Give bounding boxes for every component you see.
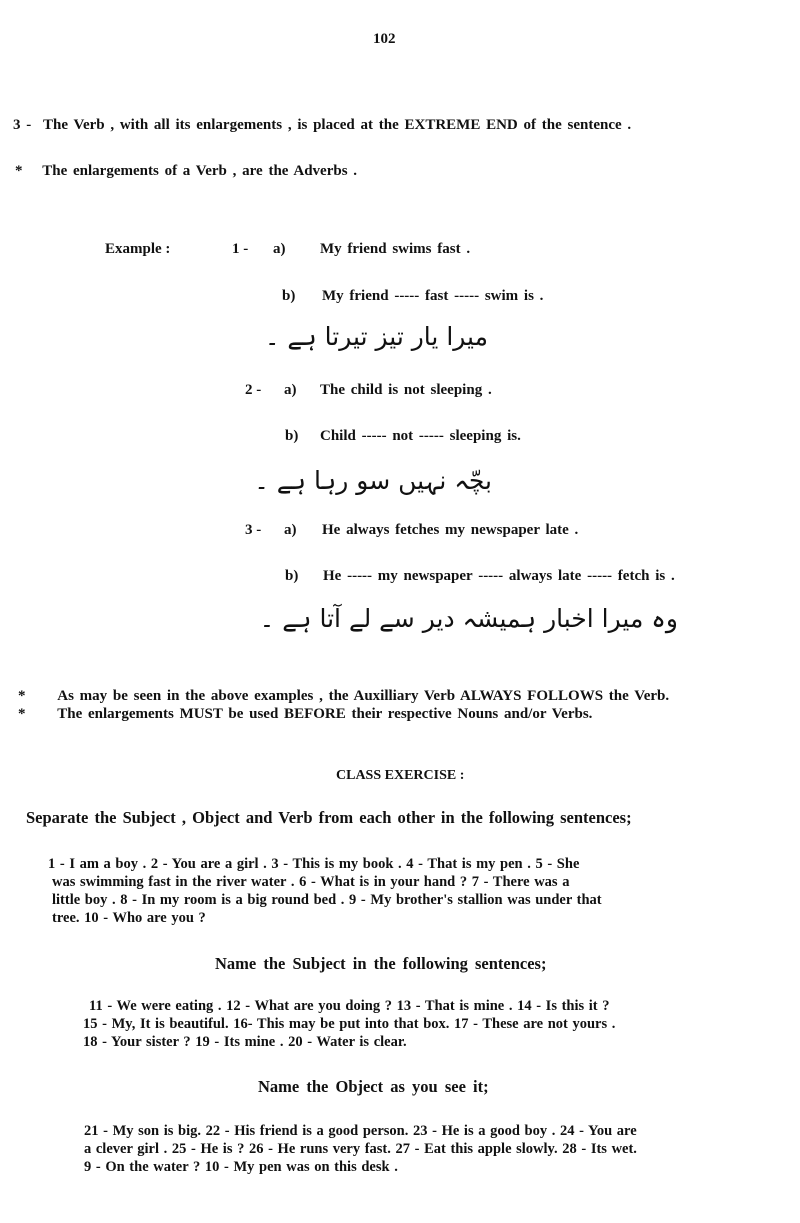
note-marker: * <box>18 688 26 704</box>
exercise-line: a clever girl . 25 - He is ? 26 - He runs very fast. 27 - Eat this apple slowly. 28 - Its wet. <box>84 1141 637 1157</box>
exercise-paragraph <box>84 1122 637 1176</box>
section-heading: Name the Subject in the following sentences; <box>215 954 547 973</box>
exercise-paragraph <box>83 997 615 1051</box>
note-text: The enlargements MUST be used BEFORE their respective Nouns and/or Verbs. <box>57 706 593 722</box>
example-urdu: وہ میرا اخبار ہمیشہ دیر سے لے آتا ہے ۔ <box>259 604 678 633</box>
example-urdu: بچّہ نہیں سو رہا ہے ۔ <box>254 466 492 495</box>
example-number: 1 - <box>232 241 249 257</box>
note-text: As may be seen in the above examples , the Auxilliary Verb ALWAYS FOLLOWS the Verb. <box>57 688 670 704</box>
exercise-line: was swimming fast in the river water . 6 - What is in your hand ? 7 - There was a <box>52 874 570 890</box>
example-b-label: b) <box>282 288 296 304</box>
exercise-line: 18 - Your sister ? 19 - Its mine . 20 - Water is clear. <box>83 1034 407 1050</box>
exercise-line: 1 - I am a boy . 2 - You are a girl . 3 - This is my book . 4 - That is my pen . 5 - She <box>48 856 580 872</box>
example-a-text: The child is not sleeping . <box>320 382 492 398</box>
example-a-label: a) <box>273 241 286 257</box>
example-a-label: a) <box>284 522 297 538</box>
example-number: 2 - <box>245 382 262 398</box>
example-b-label: b) <box>285 428 299 444</box>
example-label: Example : <box>105 241 171 257</box>
exercise-line: 9 - On the water ? 10 - My pen was on this desk . <box>84 1159 398 1175</box>
note-auxiliary <box>18 688 669 705</box>
example-urdu: میرا یار تیز تیرتا ہے ۔ <box>264 322 488 351</box>
exercise-line: little boy . 8 - In my room is a big round bed . 9 - My brother's stallion was under that <box>52 892 602 908</box>
note-enlargements <box>18 706 592 723</box>
exercise-line: 15 - My, It is beautiful. 16- This may be put into that box. 17 - These are not yours . <box>83 1016 616 1032</box>
example-b-text: He ----- my newspaper ----- always late ----- fetch is . <box>323 568 675 584</box>
note-adverbs <box>15 163 357 180</box>
section-heading: Separate the Subject , Object and Verb from each other in the following sentences; <box>26 808 632 827</box>
exercise-line: 21 - My son is big. 22 - His friend is a good person. 23 - He is a good boy . 24 - You are <box>84 1123 637 1139</box>
example-b-text: Child ----- not ----- sleeping is. <box>320 428 521 444</box>
page-number: 102 <box>373 31 396 47</box>
example-b-text: My friend ----- fast ----- swim is . <box>322 288 544 304</box>
exercise-line: tree. 10 - Who are you ? <box>52 910 206 926</box>
example-a-label: a) <box>284 382 297 398</box>
note-marker: * <box>18 706 26 722</box>
rule-number: 3 - <box>13 117 32 133</box>
example-number: 3 - <box>245 522 262 538</box>
section-heading: Name the Object as you see it; <box>258 1077 489 1096</box>
exercise-line: 11 - We were eating . 12 - What are you doing ? 13 - That is mine . 14 - Is this it ? <box>89 998 610 1014</box>
exercise-paragraph <box>48 855 602 927</box>
note-marker: * <box>15 163 23 179</box>
example-b-label: b) <box>285 568 299 584</box>
note-text: The enlargements of a Verb , are the Adverbs . <box>42 163 358 179</box>
rule-line <box>13 117 631 134</box>
example-a-text: My friend swims fast . <box>320 241 471 257</box>
rule-text: The Verb , with all its enlargements , is placed at the EXTREME END of the sentence . <box>43 117 632 133</box>
example-a-text: He always fetches my newspaper late . <box>322 522 579 538</box>
class-exercise-title: CLASS EXERCISE : <box>336 768 465 783</box>
